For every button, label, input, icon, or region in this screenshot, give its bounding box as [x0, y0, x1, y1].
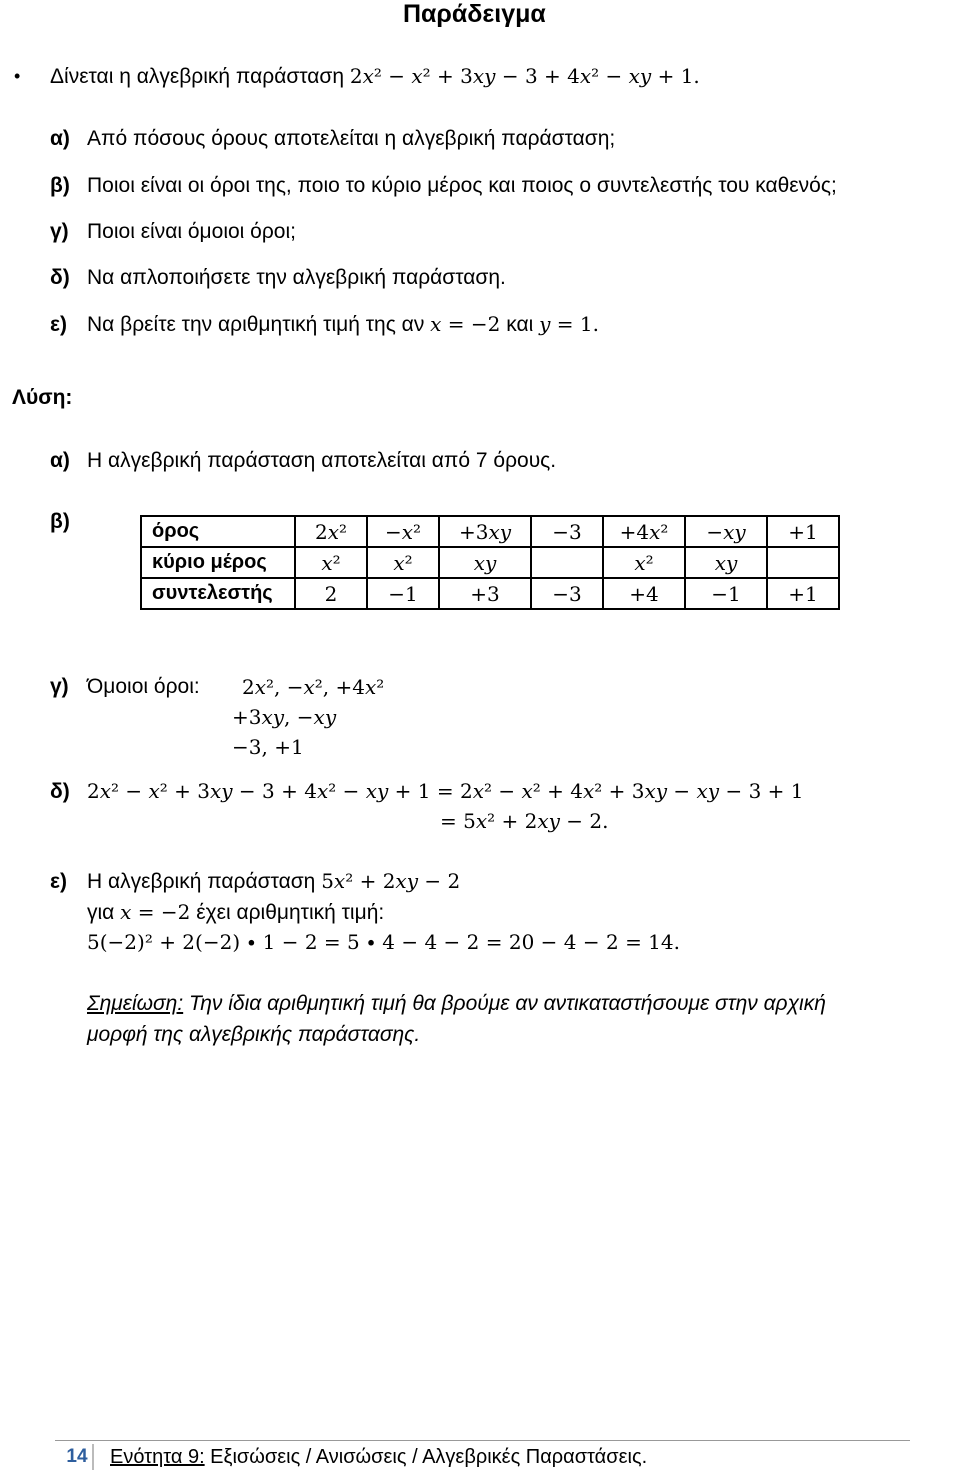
table-cell: +4𝑥²: [603, 516, 685, 547]
question-d: [50, 264, 506, 292]
intro-expression: 2𝑥² − 𝑥² + 3𝑥𝑦 − 3 + 4𝑥² − 𝑥𝑦 + 1.: [349, 64, 700, 88]
solution-label-b: β): [50, 510, 70, 533]
table-cell: 𝑥²: [603, 547, 685, 578]
question-text: Να βρείτε την αριθμητική τιμή της αν: [87, 313, 431, 336]
question-text: Από πόσους όρους αποτελείται η αλγεβρική παράσταση;: [87, 127, 616, 150]
table-cell: −1: [367, 578, 439, 609]
table-cell: [531, 547, 603, 578]
note-label: Σημείωση:: [87, 992, 184, 1015]
note-line-1: [87, 990, 826, 1018]
question-label: α): [50, 127, 70, 150]
solution-a-text: Η αλγεβρική παράσταση αποτελείται από 7 όρους.: [87, 449, 557, 472]
table-cell: −1: [685, 578, 767, 609]
solution-c: [50, 673, 200, 701]
question-math-y: 𝑦 = 1.: [539, 312, 599, 336]
solution-a: [50, 447, 556, 475]
question-b: [50, 172, 837, 200]
question-text: Ποιοι είναι όμοιοι όροι;: [87, 220, 296, 243]
similar-terms-x2: 2𝑥², −𝑥², +4𝑥²: [242, 675, 385, 699]
similar-terms-constants: −3, +1: [232, 735, 304, 759]
solution-e-value-text: έχει αριθμητική τιμή:: [190, 901, 385, 924]
table-cell: −3: [531, 578, 603, 609]
table-cell: 2: [295, 578, 367, 609]
table-cell: +3𝑥𝑦: [439, 516, 531, 547]
question-text: Ποιοι είναι οι όροι της, ποιο το κύριο μέρος και ποιος ο συντελεστής του καθενός;: [87, 174, 837, 197]
footer-unit-label: Ενότητα 9:: [110, 1446, 205, 1468]
question-e: [50, 310, 599, 339]
solution-label-c: γ): [50, 675, 69, 698]
table-cell: 𝑥𝑦: [685, 547, 767, 578]
table-cell: 𝑥𝑦: [439, 547, 531, 578]
row-header: συντελεστής: [141, 578, 295, 609]
question-c: [50, 218, 296, 246]
table-cell: 𝑥²: [367, 547, 439, 578]
table-row: [141, 578, 839, 609]
terms-table: [140, 515, 840, 610]
table-row: [141, 516, 839, 547]
note-text: Την ίδια αριθμητική τιμή θα βρούμε αν αντικαταστήσουμε στην αρχική: [183, 992, 826, 1015]
solution-d: [50, 777, 803, 806]
table-cell: 𝑥²: [295, 547, 367, 578]
solution-c-text: Όμοιοι όροι:: [87, 675, 200, 698]
solution-label-d: δ): [50, 780, 70, 803]
solution-e: [50, 867, 460, 896]
table-cell: +1: [767, 578, 839, 609]
row-header: όρος: [141, 516, 295, 547]
table-row: [141, 547, 839, 578]
bullet-marker: •: [14, 66, 21, 86]
question-label: δ): [50, 266, 70, 289]
question-text: Να απλοποιήσετε την αλγεβρική παράσταση.: [87, 266, 506, 289]
simplified-expression: 5𝑥² + 2𝑥𝑦 − 2: [321, 869, 461, 893]
row-header: κύριο μέρος: [141, 547, 295, 578]
similar-terms-xy: +3𝑥𝑦, −𝑥𝑦: [232, 705, 337, 729]
evaluation-line: 5(−2)² + 2(−2) ∙ 1 − 2 = 5 ∙ 4 − 4 − 2 = 20 − 4 − 2 = 14.: [87, 930, 680, 954]
solution-label: Λύση:: [12, 386, 73, 409]
question-math-x: 𝑥 = −2: [430, 312, 501, 336]
table-cell: +1: [767, 516, 839, 547]
question-label: γ): [50, 220, 69, 243]
question-text-and: και: [500, 313, 540, 336]
simplification-line-1: 2𝑥² − 𝑥² + 3𝑥𝑦 − 3 + 4𝑥² − 𝑥𝑦 + 1 = 2𝑥² − 𝑥² + 4𝑥² + 3𝑥𝑦 − 𝑥𝑦 − 3 + 1: [87, 779, 804, 803]
solution-e-text: Η αλγεβρική παράσταση: [87, 870, 322, 893]
footer-unit-title: Εξισώσεις / Ανισώσεις / Αλγεβρικές Παραστάσεις.: [204, 1446, 648, 1468]
simplification-line-2: = 5𝑥² + 2𝑥𝑦 − 2.: [440, 809, 609, 833]
table-cell: −3: [531, 516, 603, 547]
table-cell: +3: [439, 578, 531, 609]
table-cell: +4: [603, 578, 685, 609]
question-label: β): [50, 174, 70, 197]
page-title: Παράδειγμα: [403, 0, 546, 28]
solution-label-e: ε): [50, 870, 67, 893]
footer-divider: [55, 1440, 910, 1441]
solution-e-line-2: [87, 898, 384, 927]
table-cell: 2𝑥²: [295, 516, 367, 547]
page-number: 14: [62, 1444, 94, 1470]
table-cell: −𝑥𝑦: [685, 516, 767, 547]
question-label: ε): [50, 313, 67, 336]
table-cell: [767, 547, 839, 578]
solution-e-for-text: για: [87, 901, 121, 924]
table-cell: −𝑥²: [367, 516, 439, 547]
intro-line: [50, 62, 700, 91]
solution-label-a: α): [50, 449, 70, 472]
intro-text: Δίνεται η αλγεβρική παράσταση: [50, 65, 350, 88]
footer-text: [110, 1443, 647, 1471]
note-line-2: μορφή της αλγεβρικής παράστασης.: [87, 1023, 421, 1046]
x-value: 𝑥 = −2: [120, 900, 191, 924]
question-a: [50, 125, 615, 153]
